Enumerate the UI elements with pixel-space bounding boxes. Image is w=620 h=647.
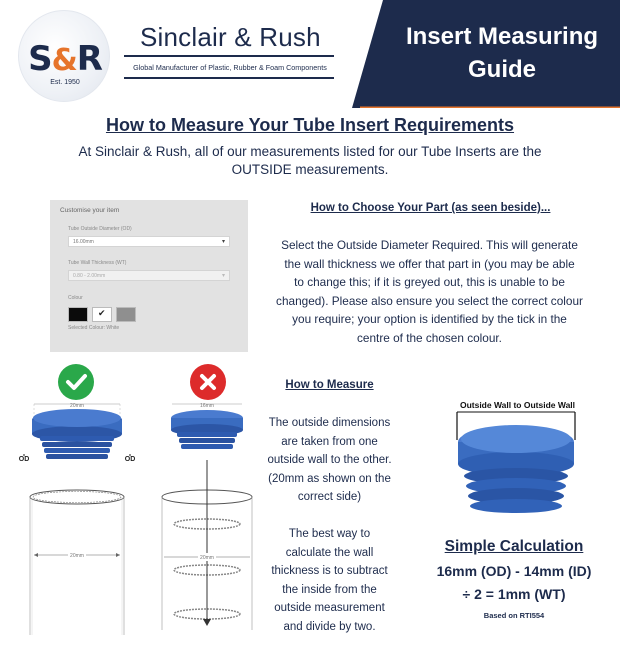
measure-line: calculate the wall	[285, 546, 374, 559]
choose-line: the wall thickness we offer that part in (you may be able	[284, 256, 575, 271]
cross-icon	[190, 364, 226, 400]
measure-paragraph	[262, 414, 397, 507]
tube-insert-photo	[445, 410, 585, 520]
incorrect-fit-diagram	[150, 400, 265, 640]
brand-divider	[124, 77, 334, 79]
measure-line: are taken from one	[281, 435, 378, 448]
choose-line: changed). Please also ensure you select the correct colour	[276, 293, 583, 308]
brand-name: Sinclair & Rush	[140, 22, 321, 52]
guide-title	[392, 20, 612, 86]
od-select[interactable]	[68, 236, 230, 247]
wall-thickness-paragraph	[262, 525, 397, 636]
intro-line: At Sinclair & Rush, all of our measurements listed for our Tube Inserts are the	[78, 144, 542, 159]
calc-result: ÷ 2 = 1mm (WT)	[462, 586, 566, 602]
measure-line: the inside from the	[282, 583, 377, 596]
colour-swatch-grey[interactable]	[116, 307, 136, 322]
od-label-right: OD	[124, 456, 136, 463]
measure-line: The best way to	[288, 528, 371, 540]
measure-line: outside measurement	[274, 602, 385, 614]
wrong-top-dim: 16mm	[200, 403, 214, 409]
choose-part-text	[262, 236, 597, 347]
logo-mark: S&R	[28, 39, 102, 79]
correct-top-dim: 20mm	[70, 403, 84, 409]
wt-select	[68, 270, 230, 281]
intro-text	[50, 143, 570, 179]
outside-wall-label: Outside Wall to Outside Wall	[459, 400, 576, 410]
choose-part-heading: How to Choose Your Part (as seen beside)...	[310, 202, 551, 214]
company-logo	[18, 10, 110, 102]
guide-title-line: Insert Measuring	[405, 23, 599, 50]
correct-fit-diagram	[10, 400, 145, 640]
od-label-left: OD	[18, 456, 30, 463]
end-cap	[32, 409, 122, 459]
measure-line: The outside dimensions	[268, 417, 391, 429]
wt-select-value: 0.80 - 2.00mm	[73, 273, 106, 279]
customise-title: Customise your item	[60, 207, 120, 214]
end-cap	[171, 410, 243, 449]
wt-label: Tube Wall Thickness (WT)	[68, 260, 127, 266]
selected-colour-text: Selected Colour: White	[68, 325, 120, 331]
measure-line: thickness is to subtract	[271, 565, 388, 577]
correct-tube-dim: 20mm	[70, 553, 84, 559]
choose-line: to change this; if it is greyed out, this is unable to be	[294, 275, 565, 289]
chevron-down-icon: ▾	[221, 273, 225, 279]
check-icon: ✔	[98, 308, 106, 318]
chevron-down-icon: ▾	[221, 239, 225, 245]
measure-line: and divide by two.	[283, 620, 376, 633]
choose-line: you require; your option is identified by the tick in the	[292, 312, 567, 326]
od-select-value: 16.00mm	[73, 239, 94, 245]
tube	[30, 490, 124, 635]
colour-label: Colour	[68, 295, 83, 301]
page-title: How to Measure Your Tube Insert Requirements	[105, 115, 515, 135]
calc-reference: Based on RTI554	[483, 611, 545, 620]
measure-line: correct side)	[297, 491, 362, 503]
logo-established: Est. 1950	[50, 79, 80, 86]
wrong-tube-dim: 20mm	[200, 555, 214, 561]
calc-title: Simple Calculation	[444, 538, 584, 555]
choose-line: centre of the chosen colour.	[357, 330, 502, 345]
measure-line: (20mm as shown on the	[268, 472, 391, 485]
colour-swatch-black[interactable]	[68, 307, 88, 322]
brand-tagline: Global Manufacturer of Plastic, Rubber & Foam Components	[133, 63, 327, 72]
measure-heading: How to Measure	[285, 379, 374, 391]
measure-line: outside wall to the other.	[267, 454, 392, 466]
guide-title-line: Guide	[467, 56, 536, 83]
choose-line: Select the Outside Diameter Required. This will generate	[281, 238, 578, 252]
od-label: Tube Outside Diameter (OD)	[68, 226, 132, 232]
customise-item-panel	[50, 200, 248, 352]
colour-swatch-white[interactable]	[92, 307, 112, 322]
calc-formula: 16mm (OD) - 14mm (ID)	[436, 563, 592, 579]
intro-line: OUTSIDE measurements.	[231, 162, 389, 177]
brand-divider	[124, 55, 334, 57]
check-icon	[58, 364, 94, 400]
